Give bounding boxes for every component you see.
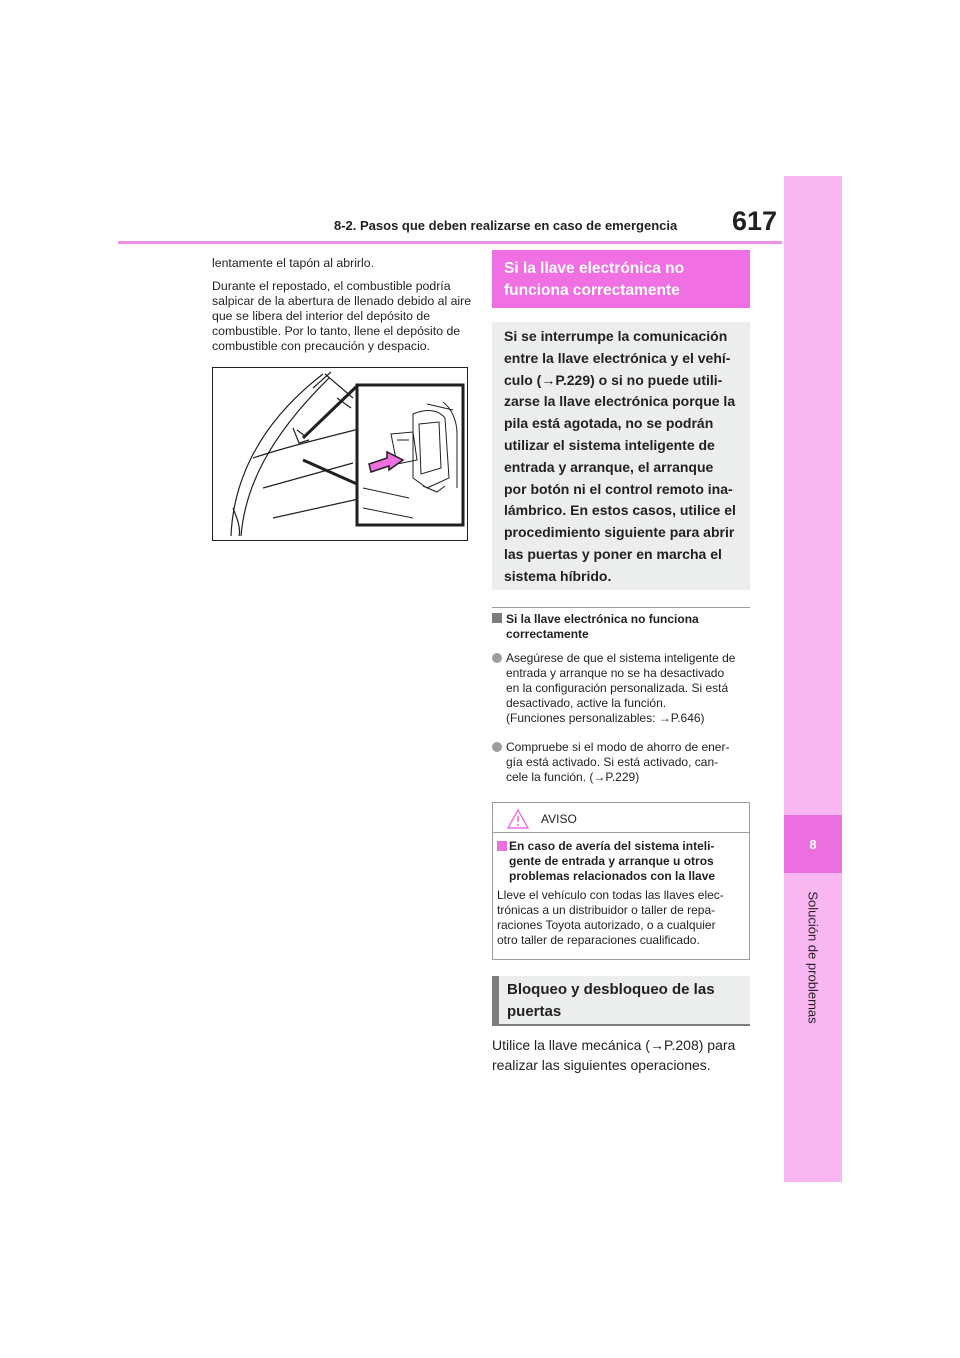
intro-line: entrada y arranque, el arranque <box>504 458 714 475</box>
warning-box <box>492 802 750 960</box>
chapter-number: 8 <box>809 836 817 852</box>
title-line: Bloqueo y desbloqueo de las <box>507 981 715 998</box>
warning-body-line: raciones Toyota autorizado, o a cualquier <box>497 918 716 932</box>
circle-bullet-icon <box>492 653 502 663</box>
paragraph: Durante el repostado, el combustible podría salpicar de la abertura de llenado debido al aire que se libera del interior del depósito de combustible. Por lo tanto, llene el depósito de combustible con precaución y despacio. <box>212 279 472 353</box>
bullet-line: entrada y arranque no se ha desactivado <box>506 666 725 680</box>
intro-line: Si se interrumpe la comunicación <box>504 328 728 344</box>
warning-body-line: otro taller de reparaciones cualificado. <box>497 933 700 947</box>
key-section-title-box <box>492 250 750 308</box>
warning-body-line: Lleve el vehículo con todas las llaves elec- <box>497 888 724 902</box>
intro-line: zarse la llave electrónica porque la <box>504 393 736 410</box>
doors-section-title-box <box>492 976 750 1026</box>
chapter-number-badge <box>784 815 842 873</box>
warning-body <box>497 888 747 948</box>
subheading-line: Si la llave electrónica no funciona <box>506 612 699 626</box>
intro-line: lámbrico. En estos casos, utilice el <box>504 502 736 519</box>
bullet-line: desactivado, active la función. <box>506 696 667 710</box>
key-section-title <box>504 258 684 302</box>
paragraph: lentamente el tapón al abrirlo. <box>212 256 375 270</box>
subheading-line: correctamente <box>506 627 589 641</box>
text-line: realizar las siguientes operaciones. <box>492 1057 711 1073</box>
section-header-title: 8-2. Pasos que deben realizarse en caso de emergencia <box>334 218 678 233</box>
doors-section-text <box>492 1035 754 1075</box>
warning-header <box>493 803 749 833</box>
intro-line: entre la llave electrónica y el vehí- <box>504 349 731 366</box>
intro-line: por botón ni el control remoto ina- <box>504 480 733 497</box>
intro-line: culo (→P.229) o si no puede utili- <box>504 371 723 388</box>
warning-triangle-icon <box>507 809 529 829</box>
page-number: 617 <box>732 206 778 236</box>
warning-subheading-line: En caso de avería del sistema inteli- <box>509 839 715 853</box>
car-rear-illustration <box>213 368 467 540</box>
bullet-line: cele la función. (→P.229) <box>506 770 640 784</box>
divider <box>492 607 750 608</box>
bullet-line: Compruebe si el modo de ahorro de ener- <box>506 740 730 754</box>
bullet-line: Asegúrese de que el sistema inteligente de <box>506 651 736 665</box>
title-line: Si la llave electrónica no <box>504 260 685 277</box>
warning-subheading-line: problemas relacionados con la llave <box>509 869 716 883</box>
bullet-line: (Funciones personalizables: →P.646) <box>506 711 705 725</box>
left-column-text <box>212 256 474 362</box>
bullet-line: gía está activado. Si está activado, can- <box>506 755 719 769</box>
square-bullet-icon <box>492 613 502 623</box>
circle-bullet-icon <box>492 742 502 752</box>
intro-line: procedimiento siguiente para abrir <box>504 524 735 541</box>
text-line: Utilice la llave mecánica (→P.208) para <box>492 1037 736 1053</box>
intro-line: pila está agotada, no se podrán <box>504 415 714 432</box>
doors-section-title <box>507 979 715 1023</box>
bullet-line: en la configuración personalizada. Si está <box>506 681 729 695</box>
chapter-label: Solución de problemas <box>805 891 821 1024</box>
title-line: puertas <box>507 1003 562 1020</box>
warning-body-line: trónicas a un distribuidor o taller de repa- <box>497 903 716 917</box>
warning-subheading-line: gente de entrada y arranque u otros <box>509 854 714 868</box>
intro-line: las puertas y poner en marcha el <box>504 545 722 562</box>
key-section-intro <box>492 322 750 590</box>
intro-line: utilizar el sistema inteligente de <box>504 436 715 453</box>
square-bullet-icon <box>497 841 507 851</box>
chapter-side-tab <box>784 176 842 1182</box>
fuel-door-illustration <box>212 367 468 541</box>
intro-line: sistema híbrido. <box>504 567 612 584</box>
title-line: funciona correctamente <box>504 282 680 299</box>
warning-label: AVISO <box>541 812 577 826</box>
header-rule <box>118 241 782 244</box>
